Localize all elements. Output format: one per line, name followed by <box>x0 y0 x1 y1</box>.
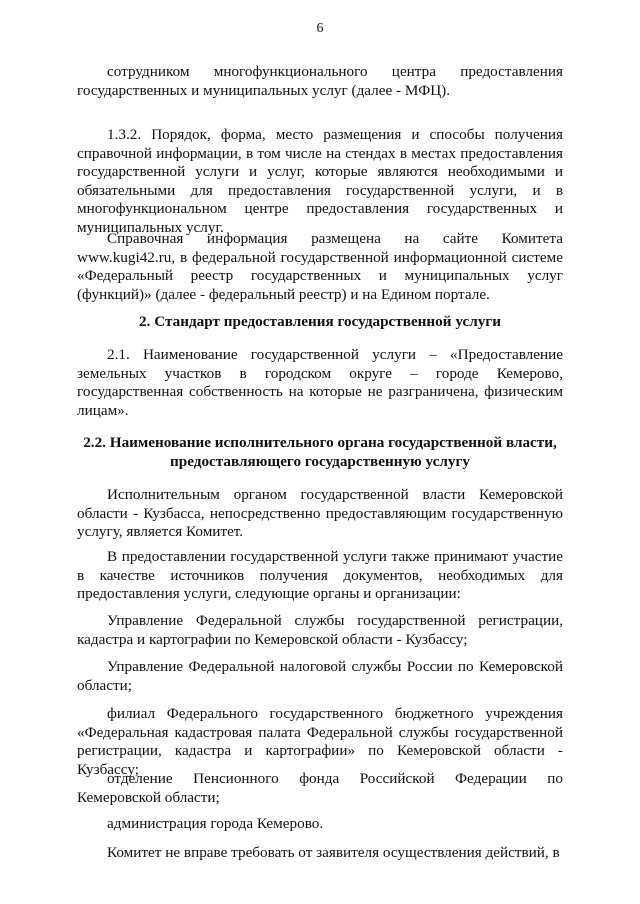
paragraph-reference-info: Справочная информация размещена на сайте Комитета www.kugi42.ru, в федеральной государственной информационной системе «Федеральный реестр государственных и муниципальных услуг (функций)» (далее - федеральный реестр) и на Едином портале. <box>77 230 563 303</box>
paragraph-1-3-2: 1.3.2. Порядок, форма, место размещения и способы получения справочной информации, в том числе на стендах в местах предоставления государственной услуги и услуг, которые являются необходимыми и обязательными для предоставления государственной услуги, и в многофункциональном центре предоставления государственных и муниципальных услуг. <box>77 126 563 236</box>
list-item-rosreestr: Управление Федеральной службы государственной регистрации, кадастра и картографии по Кемеровской области - Кузбассу; <box>77 612 563 648</box>
section-heading-2: 2. Стандарт предоставления государственной услуги <box>139 313 501 330</box>
list-item-tax-service: Управление Федеральной налоговой службы России по Кемеровской области; <box>77 658 563 694</box>
list-item-pension-fund: отделение Пенсионного фонда Российской Федерации по Кемеровской области; <box>77 770 563 806</box>
paragraph-participants: В предоставлении государственной услуги также принимают участие в качестве источников получения документов, необходимых для предоставления услуги, следующие органы и организации: <box>77 548 563 603</box>
list-item-cadastral-chamber: филиал Федерального государственного бюджетного учреждения «Федеральная кадастровая палата Федеральной службы государственной регистрации, кадастра и картографии» по Кемеровской области - Кузбассу; <box>77 705 563 778</box>
paragraph-mfc: сотрудником многофункционального центра предоставления государственных и муниципальных услуг (далее - МФЦ). <box>77 63 563 99</box>
section-heading-2-2: 2.2. Наименование исполнительного органа государственной власти, предоставляющего государственную услугу <box>83 434 557 470</box>
paragraph-executive-body: Исполнительным органом государственной власти Кемеровской области - Кузбасса, непосредственно предоставляющим государственную услугу, является Комитет. <box>77 486 563 541</box>
paragraph-committee-restriction: Комитет не вправе требовать от заявителя осуществления действий, в <box>107 844 560 861</box>
paragraph-2-1: 2.1. Наименование государственной услуги – «Предоставление земельных участков в городском округе – городе Кемерово, государственная собственность на которые не разграничена, физическим лицам». <box>77 346 563 419</box>
page-number: 6 <box>316 21 324 36</box>
list-item-city-administration: администрация города Кемерово. <box>107 815 324 832</box>
